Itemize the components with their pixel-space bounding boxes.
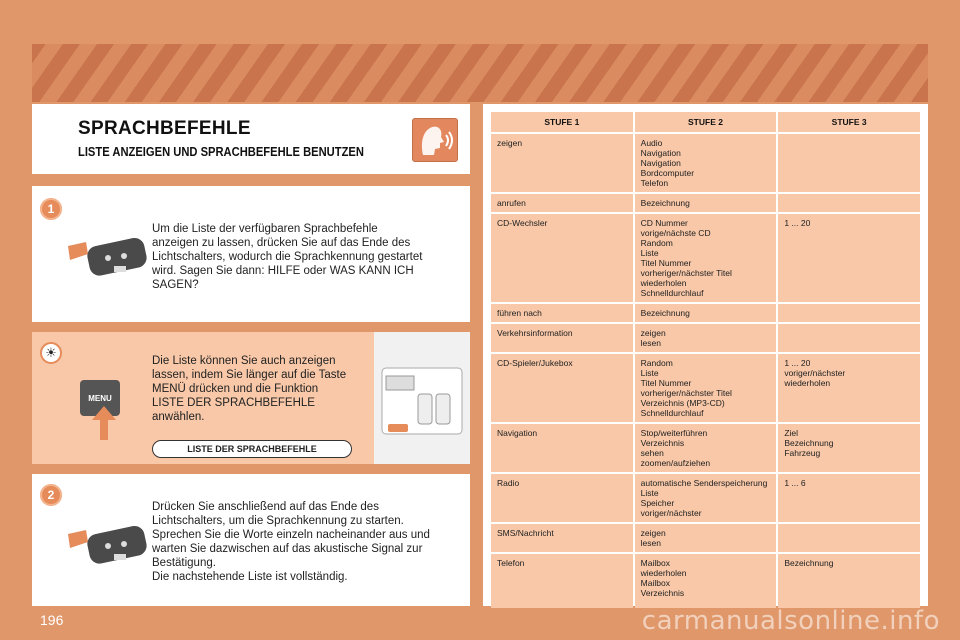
voice-command-icon: [412, 118, 458, 162]
sun-icon: ☀: [40, 342, 62, 364]
cell-level-3: Ziel Bezeichnung Fahrzeug: [778, 424, 920, 472]
cell-level-3: [778, 524, 920, 552]
cell-level-2: Stop/weiterführen Verzeichnis sehen zoomen/aufziehen: [635, 424, 777, 472]
cell-level-3: [778, 194, 920, 212]
step-2-badge: 2: [40, 484, 62, 506]
radio-panel-illustration: [374, 332, 470, 464]
table-row: [491, 524, 920, 552]
command-list-button[interactable]: LISTE DER SPRACHBEFEHLE: [152, 440, 352, 458]
page-number: 196: [40, 612, 64, 628]
cell-level-3: [778, 304, 920, 322]
menu-key-label: MENU: [88, 393, 112, 403]
tip-text: Die Liste können Sie auch anzeigen lassen, indem Sie länger auf die Taste MENÜ drücken und die Funktion LISTE DER SPRACHBEFEHLE anwählen.: [152, 355, 347, 423]
cell-level-3: Bezeichnung: [778, 554, 920, 608]
table-row: [491, 354, 920, 422]
table-row: [491, 194, 920, 212]
tip-section: [32, 332, 470, 464]
step-1-section: [32, 186, 470, 322]
cell-level-2: automatische Senderspeicherung Liste Speicher voriger/nächster: [635, 474, 777, 522]
step-1-badge: 1: [40, 198, 62, 220]
cell-level-2: Bezeichnung: [635, 194, 777, 212]
cell-level-1: anrufen: [491, 194, 633, 212]
table-row: [491, 134, 920, 192]
table-row: [491, 474, 920, 522]
table-row: [491, 324, 920, 352]
cell-level-1: Telefon: [491, 554, 633, 608]
watermark: carmanualsonline.info: [641, 606, 940, 636]
table-row: [491, 554, 920, 608]
voice-command-table: [489, 110, 922, 610]
cell-level-3: [778, 324, 920, 352]
cell-level-2: Bezeichnung: [635, 304, 777, 322]
cell-level-3: 1 ... 20: [778, 214, 920, 302]
decorative-header-band: [32, 44, 928, 102]
cell-level-3: 1 ... 20 voriger/nächster wiederholen: [778, 354, 920, 422]
cell-level-1: CD-Spieler/Jukebox: [491, 354, 633, 422]
light-stalk-icon: [68, 224, 148, 288]
cell-level-2: Audio Navigation Navigation Bordcomputer Telefon: [635, 134, 777, 192]
cell-level-3: 1 ... 6: [778, 474, 920, 522]
cell-level-2: Random Liste Titel Nummer vorheriger/nächster Titel Verzeichnis (MP3-CD) Schnelldurchlauf: [635, 354, 777, 422]
header-level-2: STUFE 2: [635, 112, 777, 132]
page-title: SPRACHBEFEHLE: [78, 118, 251, 139]
cell-level-2: zeigen lesen: [635, 524, 777, 552]
header-level-1: STUFE 1: [491, 112, 633, 132]
arrow-up-icon: [92, 406, 116, 440]
cell-level-1: CD-Wechsler: [491, 214, 633, 302]
step-2-text: Drücken Sie anschließend auf das Ende des Lichtschalters, um die Sprachkennung zu starten. Sprechen Sie die Worte einzeln nacheinander aus und warten Sie dazwischen auf das akustische Signal zur Bestätigung. Die nachstehende Liste ist vollständig.: [152, 501, 430, 583]
cell-level-3: [778, 134, 920, 192]
header-level-3: STUFE 3: [778, 112, 920, 132]
table-header-row: [491, 112, 920, 132]
cell-level-1: zeigen: [491, 134, 633, 192]
cell-level-1: Verkehrsinformation: [491, 324, 633, 352]
light-stalk-icon: [68, 512, 148, 576]
table-row: [491, 424, 920, 472]
cell-level-2: Mailbox wiederholen Mailbox Verzeichnis: [635, 554, 777, 608]
cell-level-1: Navigation: [491, 424, 633, 472]
table-row: [491, 214, 920, 302]
step-1-text: Um die Liste der verfügbaren Sprachbefehle anzeigen zu lassen, drücken Sie auf das Ende des Lichtschalters, wodurch die Sprachkennung gestartet wird. Sagen Sie dann: HILFE oder WAS KANN ICH SAGEN?: [152, 223, 423, 291]
cell-level-1: SMS/Nachricht: [491, 524, 633, 552]
cell-level-1: Radio: [491, 474, 633, 522]
page-subtitle: LISTE ANZEIGEN UND SPRACHBEFEHLE BENUTZEN: [78, 144, 364, 159]
voice-command-table-panel: [483, 104, 928, 606]
cell-level-2: zeigen lesen: [635, 324, 777, 352]
cell-level-2: CD Nummer vorige/nächste CD Random Liste Titel Nummer vorheriger/nächster Titel wiederholen Schnelldurchlauf: [635, 214, 777, 302]
step-2-section: [32, 474, 470, 606]
title-panel: [32, 104, 470, 174]
cell-level-1: führen nach: [491, 304, 633, 322]
table-row: [491, 304, 920, 322]
